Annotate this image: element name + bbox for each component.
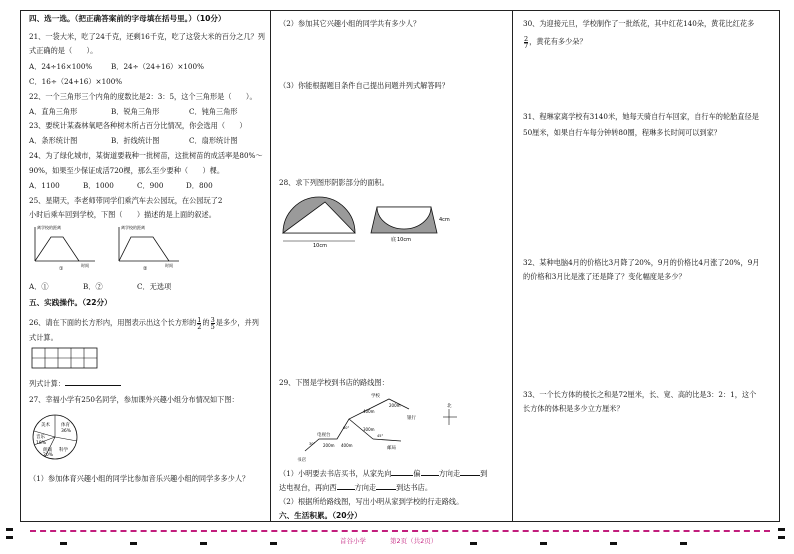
q24-option-b: B．1000 bbox=[83, 181, 114, 190]
q32-text-2: 的价格和3月比是涨了还是降了？变化幅度是多少？ bbox=[523, 272, 686, 281]
map-angle-60: 60° bbox=[343, 426, 350, 430]
q21-text: 21、一袋大米，吃了24千克，还剩16千克，吃了这袋大米的百分之几？列 bbox=[29, 32, 265, 41]
pie-label-art: 美术 bbox=[41, 423, 50, 428]
pie-label-science: 科学 bbox=[59, 448, 68, 453]
footer-mark bbox=[540, 542, 547, 545]
footer-mark bbox=[130, 542, 137, 545]
q22-text: 22、一个三角形三个内角的度数比是2：3：5，这个三角形是（ ）。 bbox=[29, 92, 257, 101]
map-d400b: 400m bbox=[341, 443, 353, 448]
q32-text: 32、某种电脑4月的价格比3月降了20%，9月的价格比4月涨了20%，9月 bbox=[523, 258, 760, 267]
q25-option-c: C．无选项 bbox=[137, 282, 172, 291]
section-6-title: 六、生活积累。（20分） bbox=[279, 511, 362, 520]
column-left bbox=[21, 11, 271, 521]
graph1-label: ① bbox=[59, 266, 64, 272]
map-school: 学校 bbox=[371, 394, 380, 399]
map-bookstore: 书店 bbox=[297, 458, 306, 463]
q24-option-d: D．800 bbox=[186, 181, 213, 190]
column-middle bbox=[271, 11, 513, 521]
q29-text: 29、下图是学校到书店的路线图： bbox=[279, 378, 389, 387]
footer-mark-right-2 bbox=[778, 536, 785, 539]
q30-fraction: $\frac{2}{7}$ bbox=[524, 34, 529, 50]
q28-text: 28、求下列图形阴影部分的面积。 bbox=[279, 178, 389, 187]
q29-sub1: （1）小明要去书店买书，从家先向 偏 方向走 到 bbox=[279, 469, 488, 478]
q24-option-c: C．900 bbox=[137, 181, 164, 190]
q31-text: 31、程琳家离学校有3140米，她每天骑自行车回家，自行车的轮胎直径是 bbox=[523, 112, 759, 121]
q22-option-c: C．钝角三角形 bbox=[189, 107, 238, 116]
map-post: 邮局 bbox=[387, 446, 396, 451]
graph1-xlabel: 时间 bbox=[81, 263, 89, 268]
q25-text: 25、星期天，李老师带同学们乘汽车去公园玩，在公园玩了2 bbox=[29, 196, 223, 205]
q23-option-b: B．折线统计图 bbox=[111, 136, 160, 145]
q25-option-a: A．① bbox=[29, 282, 49, 291]
footer-mark-left-2 bbox=[6, 536, 13, 539]
distance-graph-2 bbox=[113, 223, 183, 273]
fig1-diameter-label: 10cm bbox=[313, 243, 327, 249]
map-north: 北 bbox=[447, 404, 452, 409]
map-d400a: 400m bbox=[363, 409, 375, 414]
q27-sub2: （2）参加其它兴趣小组的同学共有多少人？ bbox=[279, 19, 421, 28]
q22-option-b: B．锐角三角形 bbox=[111, 107, 160, 116]
q33-text-2: 长方体的体积是多少立方厘米？ bbox=[523, 404, 624, 413]
graph1-ylabel: 离学校的距离 bbox=[37, 225, 61, 230]
q21-option-c: C．16÷（24+16）×100% bbox=[29, 77, 123, 86]
q23-option-a: A．条形统计图 bbox=[29, 136, 78, 145]
q25-text-2: 小时后乘车回到学校，下图（ ）描述的是上面的叙述。 bbox=[29, 210, 216, 219]
q33-text: 33、一个长方体的棱长之和是72厘米，长、宽、高的比是3：2：1，这个 bbox=[523, 390, 757, 399]
q23-option-c: C．扇形统计图 bbox=[189, 136, 238, 145]
map-angle-45: 45° bbox=[377, 434, 384, 438]
map-bank: 银行 bbox=[407, 416, 416, 421]
distance-graph-1 bbox=[29, 223, 99, 273]
section-5-title: 五、实践操作。（22分） bbox=[29, 298, 112, 307]
interest-group-pie bbox=[31, 411, 81, 463]
q28-figure-semicircle bbox=[279, 193, 359, 249]
q21-text-2: 式正确的是（ ）。 bbox=[29, 46, 98, 55]
map-d300: 300m bbox=[363, 427, 375, 432]
q26-answer-line bbox=[65, 385, 121, 386]
exam-page bbox=[20, 10, 780, 522]
q24-text-2: 90%，如果至少保证成活720棵，那么至少要种（ ）棵。 bbox=[29, 166, 225, 175]
map-d200b: 200m bbox=[323, 443, 335, 448]
q26-rectangle-grid[interactable] bbox=[31, 347, 101, 371]
footer-mark bbox=[470, 542, 477, 545]
q21-option-a: A．24÷16×100% bbox=[29, 62, 93, 71]
q26-answer-label: 列式计算： bbox=[29, 379, 121, 388]
q25-option-b: B．② bbox=[83, 282, 103, 291]
q27-sub1: （1）参加体育兴趣小组的同学比参加音乐兴趣小组的同学多多少人？ bbox=[29, 474, 250, 483]
q28-figure-trapezoid bbox=[367, 199, 457, 249]
graph2-xlabel: 时间 bbox=[165, 263, 173, 268]
footer-mark-right bbox=[778, 528, 785, 531]
pie-pct-music: 18% bbox=[36, 441, 47, 446]
pie-pct-recite: 20% bbox=[43, 453, 54, 458]
q24-text: 24、为了绿化城市，某街道要栽种一批树苗，这批树苗的成活率是80%～ bbox=[29, 151, 263, 160]
fig2-base-label: 10cm bbox=[397, 237, 411, 243]
map-d200a: 200m bbox=[389, 403, 401, 408]
q29-sub2: （2）根据所给路线图，写出小明从家到学校的行走路线。 bbox=[279, 497, 464, 506]
footer-mark bbox=[610, 542, 617, 545]
pie-label-music: 音乐 bbox=[36, 435, 45, 440]
footer-mark bbox=[60, 542, 67, 545]
q29-route-map bbox=[279, 389, 469, 465]
page-footer bbox=[0, 524, 794, 554]
footer-page-number: 第2页（共2页） bbox=[390, 537, 438, 545]
q31-text-2: 50厘米，如果自行车每分钟转80圈，程琳多长时间可以到家？ bbox=[523, 128, 721, 137]
column-right bbox=[513, 11, 779, 521]
footer-mark bbox=[270, 542, 277, 545]
pie-label-sports: 体育 bbox=[61, 423, 70, 428]
q24-option-a: A．1100 bbox=[29, 181, 60, 190]
q27-text: 27、幸福小学有250名同学，参加课外兴趣小组分布情况如下图： bbox=[29, 395, 239, 404]
pie-pct-sports: 36% bbox=[61, 429, 72, 434]
map-cinema: 电视台 bbox=[317, 433, 331, 438]
footer-school: 首谷小学 bbox=[340, 537, 366, 545]
q22-option-a: A．直角三角形 bbox=[29, 107, 78, 116]
q29-sub1-line2: 达电视台，再向西 方向走 到达书店。 bbox=[279, 483, 433, 492]
map-angle-30: 30° bbox=[309, 442, 316, 446]
footer-mark bbox=[680, 542, 687, 545]
pie-label-recite: 朗诵 bbox=[43, 448, 52, 453]
q30-text-2: $\frac{2}{7}$ ，黄花有多少朵？ bbox=[524, 34, 587, 50]
section-4-title: 四、选一选。（把正确答案前的字母填在括号里。）（10分） bbox=[29, 14, 226, 23]
q26-text: 26、请在下面的长方形内，用图表示出这个长方形的 $\frac{1}{2}$ 的 $\frac{3}{5}$ 是多少，并列 bbox=[29, 315, 259, 331]
q21-option-b: B．24÷（24+16）×100% bbox=[111, 62, 204, 71]
graph2-ylabel: 离学校的距离 bbox=[121, 225, 145, 230]
q27-sub3: （3）你能根据题目条件自己提出问题并列式解答吗？ bbox=[279, 81, 449, 90]
q26-fraction-2: $\frac{3}{5}$ bbox=[210, 315, 215, 331]
footer-dashed-line bbox=[30, 530, 770, 534]
fig2-height-label: 4cm bbox=[439, 217, 450, 223]
q26-text-2: 式计算。 bbox=[29, 333, 58, 342]
q30-text: 30、为迎接元旦，学校制作了一批纸花，其中红花140朵，黄花比红花多 bbox=[523, 19, 755, 28]
graph2-label: ② bbox=[143, 266, 148, 272]
q26-fraction-1: $\frac{1}{2}$ bbox=[197, 315, 202, 331]
footer-mark-left bbox=[6, 528, 13, 531]
footer-mark bbox=[200, 542, 207, 545]
q23-text: 23、要统计某森林氧吧各种树木所占百分比情况，你会选用（ ） bbox=[29, 121, 247, 130]
fig2-base-prefix: 底 bbox=[391, 237, 397, 243]
